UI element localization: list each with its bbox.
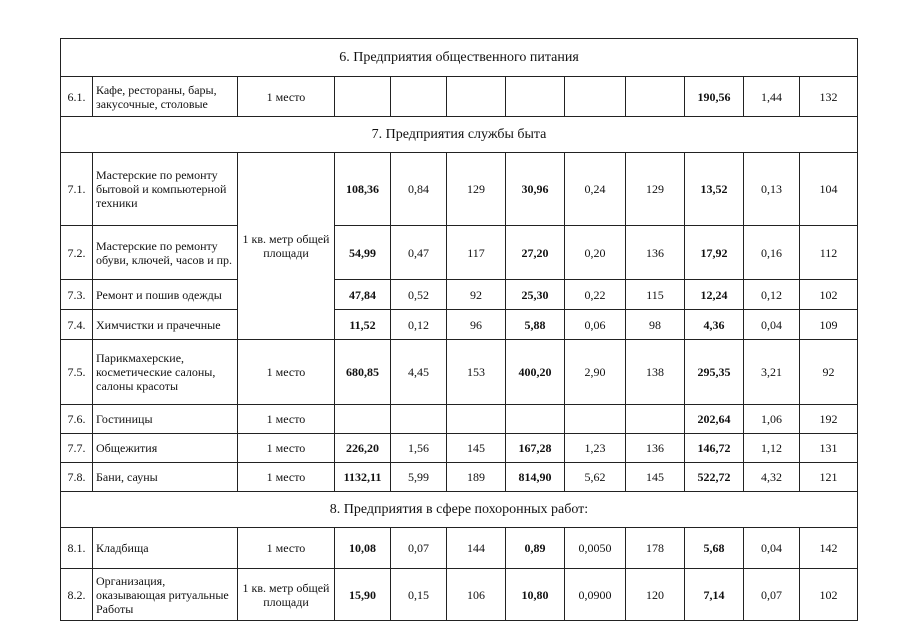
cell-value: 136: [626, 226, 685, 280]
cell-value: 10,80: [506, 569, 565, 621]
cell-value: 25,30: [506, 280, 565, 310]
cell-value: 0,22: [565, 280, 626, 310]
section-title: 6. Предприятия общественного питания: [61, 39, 858, 77]
cell-value: 30,96: [506, 153, 565, 226]
cell-value: 109: [800, 310, 858, 340]
cell-value: 814,90: [506, 463, 565, 492]
cell-value: 0,04: [744, 528, 800, 569]
cell-value: 7,14: [685, 569, 744, 621]
cell-value: 178: [626, 528, 685, 569]
cell-value: 12,24: [685, 280, 744, 310]
cell-value: 400,20: [506, 340, 565, 405]
row-unit: 1 место: [238, 528, 335, 569]
cell-value: [506, 405, 565, 434]
table-row: [61, 77, 858, 117]
cell-value: [506, 77, 565, 117]
cell-value: [565, 77, 626, 117]
table-row: [61, 153, 858, 226]
cell-value: 4,45: [391, 340, 447, 405]
row-unit: 1 место: [238, 434, 335, 463]
row-number: 8.2.: [61, 569, 93, 621]
table-row: [61, 569, 858, 621]
cell-value: 0,06: [565, 310, 626, 340]
table-row: [61, 280, 858, 310]
cell-value: 0,20: [565, 226, 626, 280]
row-unit: 1 место: [238, 405, 335, 434]
row-name: Кладбища: [93, 528, 238, 569]
cell-value: 121: [800, 463, 858, 492]
row-number: 7.6.: [61, 405, 93, 434]
cell-value: 92: [800, 340, 858, 405]
cell-value: 1,06: [744, 405, 800, 434]
row-unit: 1 место: [238, 463, 335, 492]
section-title: 8. Предприятия в сфере похоронных работ:: [61, 492, 858, 528]
cell-value: 106: [447, 569, 506, 621]
cell-value: 54,99: [335, 226, 391, 280]
cell-value: 146,72: [685, 434, 744, 463]
table-row: [61, 463, 858, 492]
cell-value: 11,52: [335, 310, 391, 340]
cell-value: 10,08: [335, 528, 391, 569]
cell-value: 0,12: [744, 280, 800, 310]
data-table: [60, 38, 858, 621]
section-header-row: [61, 117, 858, 153]
row-name: Организация, оказывающая ритуальные Работы: [93, 569, 238, 621]
row-name: Парикмахерские, косметические салоны, салоны красоты: [93, 340, 238, 405]
row-number: 7.2.: [61, 226, 93, 280]
cell-value: 15,90: [335, 569, 391, 621]
table-row: [61, 226, 858, 280]
row-number: 7.3.: [61, 280, 93, 310]
cell-value: 0,07: [744, 569, 800, 621]
cell-value: 136: [626, 434, 685, 463]
cell-value: [447, 77, 506, 117]
cell-value: 0,84: [391, 153, 447, 226]
cell-value: 192: [800, 405, 858, 434]
cell-value: 142: [800, 528, 858, 569]
cell-value: 4,36: [685, 310, 744, 340]
row-unit: 1 кв. метр общей площади: [238, 569, 335, 621]
cell-value: 145: [626, 463, 685, 492]
cell-value: 117: [447, 226, 506, 280]
row-number: 6.1.: [61, 77, 93, 117]
table-row: [61, 434, 858, 463]
cell-value: 145: [447, 434, 506, 463]
cell-value: 1,56: [391, 434, 447, 463]
cell-value: 522,72: [685, 463, 744, 492]
cell-value: 0,16: [744, 226, 800, 280]
row-name: Кафе, рестораны, бары, закусочные, столовые: [93, 77, 238, 117]
cell-value: 0,15: [391, 569, 447, 621]
cell-value: 4,32: [744, 463, 800, 492]
cell-value: 47,84: [335, 280, 391, 310]
cell-value: 92: [447, 280, 506, 310]
cell-value: 1132,11: [335, 463, 391, 492]
row-name: Мастерские по ремонту бытовой и компьютерной техники: [93, 153, 238, 226]
cell-value: 98: [626, 310, 685, 340]
cell-value: 5,68: [685, 528, 744, 569]
section-title: 7. Предприятия службы быта: [61, 117, 858, 153]
cell-value: 226,20: [335, 434, 391, 463]
cell-value: 0,52: [391, 280, 447, 310]
cell-value: 0,89: [506, 528, 565, 569]
cell-value: [447, 405, 506, 434]
cell-value: 0,12: [391, 310, 447, 340]
cell-value: [626, 405, 685, 434]
cell-value: 5,62: [565, 463, 626, 492]
row-number: 7.1.: [61, 153, 93, 226]
cell-value: 0,0900: [565, 569, 626, 621]
cell-value: 138: [626, 340, 685, 405]
cell-value: 189: [447, 463, 506, 492]
row-name: Бани, сауны: [93, 463, 238, 492]
row-unit: 1 кв. метр общей площади: [238, 153, 335, 340]
cell-value: 680,85: [335, 340, 391, 405]
cell-value: 102: [800, 569, 858, 621]
row-number: 7.7.: [61, 434, 93, 463]
cell-value: 17,92: [685, 226, 744, 280]
cell-value: [335, 405, 391, 434]
cell-value: 0,47: [391, 226, 447, 280]
cell-value: 0,04: [744, 310, 800, 340]
cell-value: 153: [447, 340, 506, 405]
cell-value: 102: [800, 280, 858, 310]
row-number: 7.4.: [61, 310, 93, 340]
cell-value: 0,24: [565, 153, 626, 226]
cell-value: 132: [800, 77, 858, 117]
cell-value: 5,99: [391, 463, 447, 492]
cell-value: 3,21: [744, 340, 800, 405]
cell-value: 2,90: [565, 340, 626, 405]
cell-value: 0,07: [391, 528, 447, 569]
cell-value: 190,56: [685, 77, 744, 117]
cell-value: 0,0050: [565, 528, 626, 569]
row-name: Химчистки и прачечные: [93, 310, 238, 340]
cell-value: [391, 77, 447, 117]
row-number: 7.5.: [61, 340, 93, 405]
table-row: [61, 405, 858, 434]
row-name: Гостиницы: [93, 405, 238, 434]
row-name: Мастерские по ремонту обуви, ключей, часов и пр.: [93, 226, 238, 280]
cell-value: 144: [447, 528, 506, 569]
row-unit: 1 место: [238, 77, 335, 117]
row-number: 7.8.: [61, 463, 93, 492]
cell-value: 129: [447, 153, 506, 226]
table-row: [61, 310, 858, 340]
row-name: Ремонт и пошив одежды: [93, 280, 238, 310]
cell-value: 295,35: [685, 340, 744, 405]
cell-value: 96: [447, 310, 506, 340]
cell-value: 202,64: [685, 405, 744, 434]
cell-value: [626, 77, 685, 117]
row-unit: 1 место: [238, 340, 335, 405]
section-header-row: [61, 39, 858, 77]
cell-value: 129: [626, 153, 685, 226]
cell-value: 5,88: [506, 310, 565, 340]
cell-value: 1,23: [565, 434, 626, 463]
cell-value: 27,20: [506, 226, 565, 280]
cell-value: 104: [800, 153, 858, 226]
cell-value: 167,28: [506, 434, 565, 463]
cell-value: 1,12: [744, 434, 800, 463]
cell-value: 112: [800, 226, 858, 280]
cell-value: 1,44: [744, 77, 800, 117]
cell-value: [391, 405, 447, 434]
cell-value: [335, 77, 391, 117]
section-header-row: [61, 492, 858, 528]
cell-value: 108,36: [335, 153, 391, 226]
row-number: 8.1.: [61, 528, 93, 569]
table-row: [61, 528, 858, 569]
cell-value: 0,13: [744, 153, 800, 226]
cell-value: 131: [800, 434, 858, 463]
cell-value: [565, 405, 626, 434]
cell-value: 120: [626, 569, 685, 621]
row-name: Общежития: [93, 434, 238, 463]
cell-value: 13,52: [685, 153, 744, 226]
table-row: [61, 340, 858, 405]
cell-value: 115: [626, 280, 685, 310]
